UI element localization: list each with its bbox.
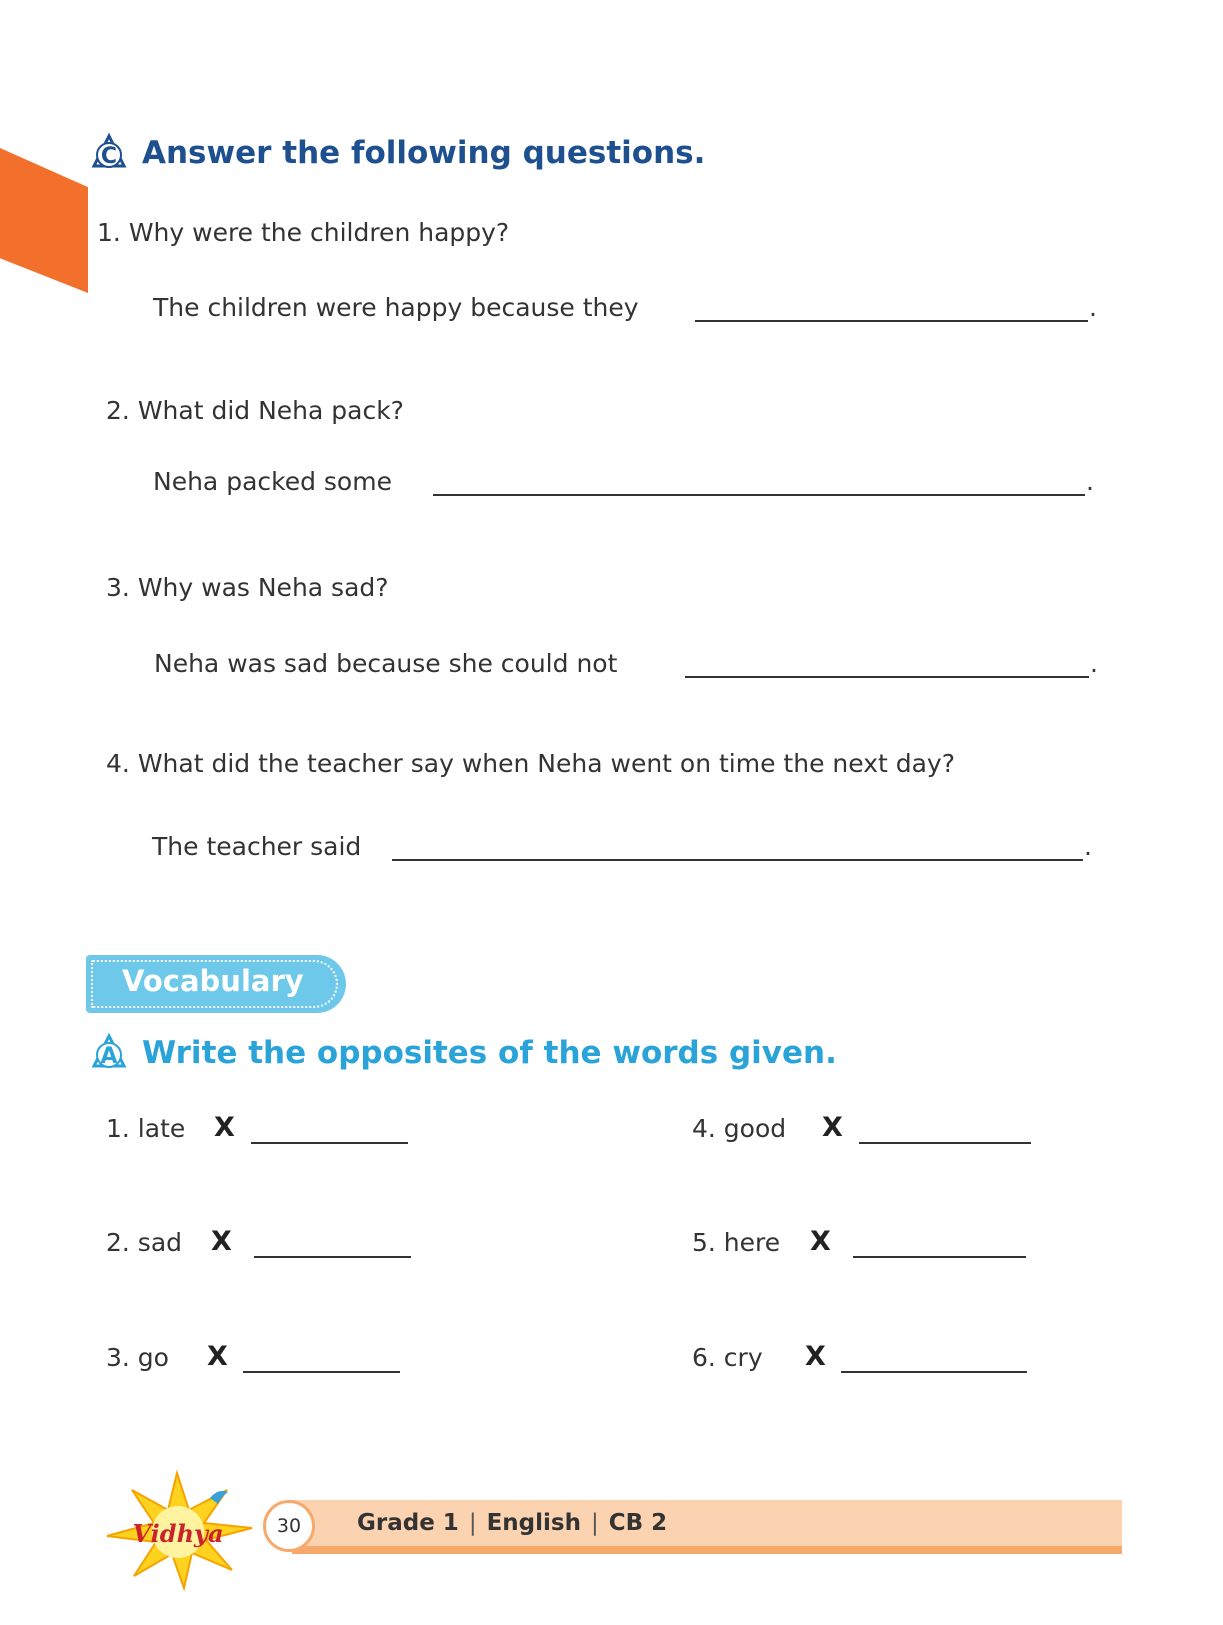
- opposite-item-2-x: X: [211, 1226, 232, 1257]
- answer-2-blank[interactable]: [433, 494, 1085, 496]
- vocabulary-banner: [86, 955, 346, 1013]
- question-2: 2. What did Neha pack?: [106, 396, 404, 425]
- opposite-item-6-blank[interactable]: [841, 1371, 1027, 1373]
- answer-1-prefix: The children were happy because they: [153, 293, 639, 322]
- page-number: 30: [263, 1500, 315, 1552]
- opposite-item-3-x: X: [207, 1341, 228, 1372]
- opposite-item-4-label: 4. good: [692, 1114, 787, 1143]
- opposite-item-6-x: X: [805, 1341, 826, 1372]
- footer-grade: Grade 1: [357, 1510, 459, 1536]
- footer-subject: English: [486, 1510, 581, 1536]
- svg-text:C: C: [100, 144, 118, 169]
- vidhya-logo: [92, 1468, 262, 1593]
- section-a-badge-icon: [88, 1032, 130, 1074]
- footer-book: CB 2: [608, 1510, 668, 1536]
- opposite-item-1-blank[interactable]: [251, 1142, 408, 1144]
- answer-2-prefix: Neha packed some: [153, 467, 392, 496]
- section-c-heading: [88, 132, 705, 174]
- question-1: 1. Why were the children happy?: [97, 218, 510, 247]
- answer-1-blank[interactable]: [695, 320, 1088, 322]
- answer-3-prefix: Neha was sad because she could not: [154, 649, 618, 678]
- section-c-title: Answer the following questions.: [142, 135, 706, 171]
- opposite-item-3-blank[interactable]: [243, 1371, 400, 1373]
- answer-2-period: .: [1086, 467, 1094, 496]
- vocabulary-label: Vocabulary: [122, 964, 304, 998]
- answer-3-period: .: [1090, 649, 1098, 678]
- opposite-item-1-x: X: [214, 1112, 235, 1143]
- answer-4-prefix: The teacher said: [152, 832, 362, 861]
- svg-text:A: A: [100, 1044, 118, 1069]
- opposite-item-4-x: X: [822, 1112, 843, 1143]
- opposite-item-5-blank[interactable]: [853, 1256, 1026, 1258]
- opposite-item-1-label: 1. late: [106, 1114, 186, 1143]
- opposite-item-3-label: 3. go: [106, 1343, 169, 1372]
- question-3: 3. Why was Neha sad?: [106, 573, 389, 602]
- answer-1-period: .: [1089, 293, 1097, 322]
- orange-page-tab: [0, 148, 88, 293]
- answer-3-blank[interactable]: [685, 676, 1089, 678]
- svg-text:Vidhya: Vidhya: [132, 1519, 224, 1548]
- opposite-item-2-blank[interactable]: [254, 1256, 411, 1258]
- question-4: 4. What did the teacher say when Neha went on time the next day?: [106, 749, 955, 778]
- section-a-heading: [88, 1032, 837, 1074]
- section-c-badge-icon: [88, 132, 130, 174]
- opposite-item-5-label: 5. here: [692, 1228, 781, 1257]
- footer-info: Grade 1 | English | CB 2: [357, 1510, 668, 1536]
- answer-4-blank[interactable]: [392, 859, 1083, 861]
- opposite-item-4-blank[interactable]: [859, 1142, 1031, 1144]
- opposite-item-6-label: 6. cry: [692, 1343, 763, 1372]
- opposite-item-2-label: 2. sad: [106, 1228, 183, 1257]
- answer-4-period: .: [1084, 832, 1092, 861]
- section-a-title: Write the opposites of the words given.: [142, 1035, 837, 1071]
- opposite-item-5-x: X: [810, 1226, 831, 1257]
